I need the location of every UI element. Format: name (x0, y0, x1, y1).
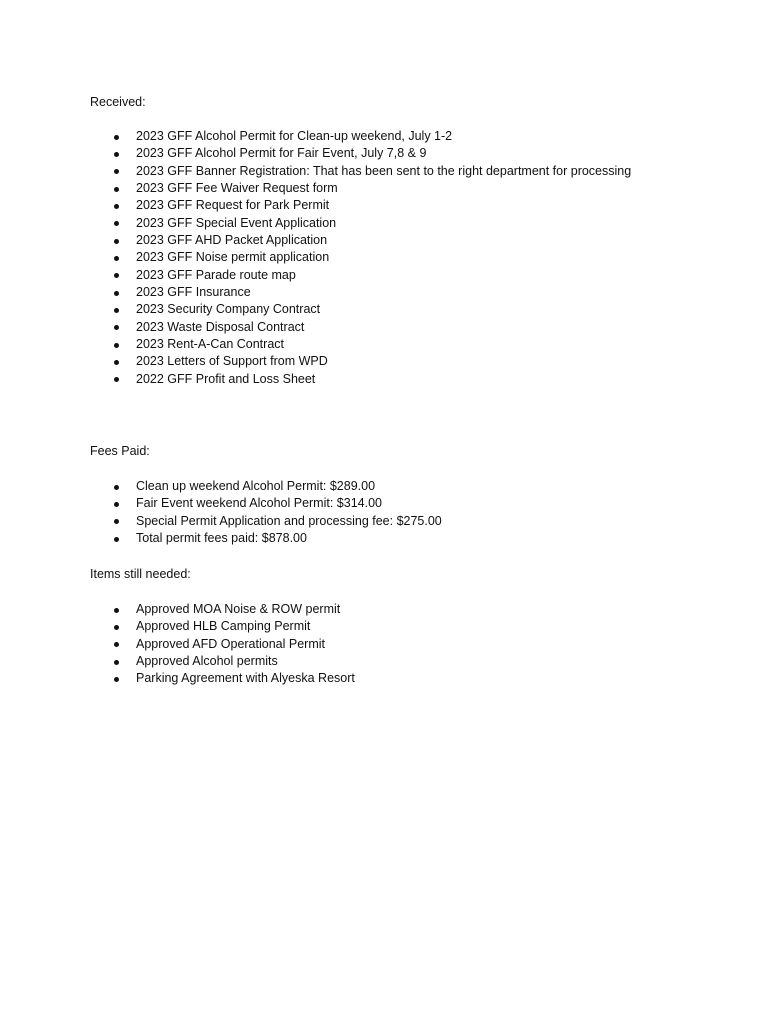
bullet-icon (114, 187, 119, 192)
bullet-icon (114, 485, 119, 490)
list-item-text: Fair Event weekend Alcohol Permit: $314.00 (136, 496, 382, 511)
list-item-text: 2023 GFF Alcohol Permit for Fair Event, July 7,8 & 9 (136, 146, 427, 161)
list-item (0, 319, 631, 336)
list-item-text: Approved HLB Camping Permit (136, 619, 311, 634)
list-item-text: 2023 GFF Noise permit application (136, 250, 330, 265)
bullet-icon (114, 519, 119, 524)
bullet-icon (114, 660, 119, 665)
bullet-icon (114, 537, 119, 542)
list-item (0, 530, 442, 547)
bullet-icon (114, 642, 119, 647)
list-item-text: 2023 GFF Request for Park Permit (136, 198, 330, 213)
list-item-text: 2023 GFF AHD Packet Application (136, 233, 328, 248)
list-item (0, 618, 355, 635)
list-item-text: Approved MOA Noise & ROW permit (136, 602, 341, 616)
list-item (0, 215, 631, 232)
bullet-icon (114, 256, 119, 261)
list-item (0, 353, 631, 370)
list-item (0, 495, 442, 512)
bullet-icon (114, 204, 119, 209)
list-item-text: 2023 GFF Alcohol Permit for Clean-up weekend, July 1-2 (136, 129, 453, 143)
list-item (0, 478, 442, 495)
list-item (0, 163, 631, 180)
list-item (0, 601, 355, 618)
list-item-text: 2023 GFF Banner Registration: That has been sent to the right department for processing (136, 163, 632, 178)
list-item-text: Total permit fees paid: $878.00 (136, 531, 307, 546)
list-item-text: Special Permit Application and processing fee: $275.00 (136, 513, 442, 528)
bullet-icon (114, 273, 119, 278)
bullet-icon (114, 169, 119, 174)
bullet-icon (114, 343, 119, 348)
bullet-icon (114, 152, 119, 157)
list-item-text: 2023 GFF Insurance (136, 285, 251, 300)
list-item (0, 670, 355, 687)
list-item-text: 2023 GFF Fee Waiver Request form (136, 181, 338, 196)
list-item (0, 197, 631, 214)
list-item (0, 232, 631, 249)
list-item-text: 2022 GFF Profit and Loss Sheet (136, 371, 316, 386)
list-item (0, 371, 631, 388)
items-needed-list (0, 601, 355, 688)
list-item (0, 513, 442, 530)
bullet-icon (114, 677, 119, 682)
list-item (0, 180, 631, 197)
bullet-icon (114, 221, 119, 226)
list-item-text: 2023 GFF Special Event Application (136, 215, 337, 230)
received-heading: Received: (90, 95, 146, 109)
items-needed-heading: Items still needed: (90, 567, 191, 581)
fees-paid-list (0, 478, 442, 547)
bullet-icon (114, 291, 119, 296)
received-list (0, 128, 631, 388)
bullet-icon (114, 325, 119, 330)
list-item (0, 128, 631, 145)
list-item (0, 267, 631, 284)
list-item (0, 284, 631, 301)
list-item (0, 145, 631, 162)
bullet-icon (114, 608, 119, 613)
list-item-text: Clean up weekend Alcohol Permit: $289.00 (136, 479, 376, 493)
bullet-icon (114, 239, 119, 244)
list-item-text: 2023 Security Company Contract (136, 302, 321, 317)
list-item-text: 2023 Rent-A-Can Contract (136, 337, 284, 352)
list-item (0, 336, 631, 353)
fees-paid-heading: Fees Paid: (90, 444, 150, 458)
list-item (0, 301, 631, 318)
bullet-icon (114, 502, 119, 507)
bullet-icon (114, 360, 119, 365)
bullet-icon (114, 377, 119, 382)
list-item (0, 636, 355, 653)
list-item-text: 2023 Letters of Support from WPD (136, 354, 328, 369)
list-item (0, 249, 631, 266)
list-item-text: 2023 GFF Parade route map (136, 267, 296, 282)
list-item-text: 2023 Waste Disposal Contract (136, 319, 305, 334)
bullet-icon (114, 625, 119, 630)
list-item (0, 653, 355, 670)
list-item-text: Parking Agreement with Alyeska Resort (136, 671, 355, 686)
bullet-icon (114, 308, 119, 313)
bullet-icon (114, 135, 119, 140)
list-item-text: Approved AFD Operational Permit (136, 636, 325, 651)
list-item-text: Approved Alcohol permits (136, 654, 278, 669)
